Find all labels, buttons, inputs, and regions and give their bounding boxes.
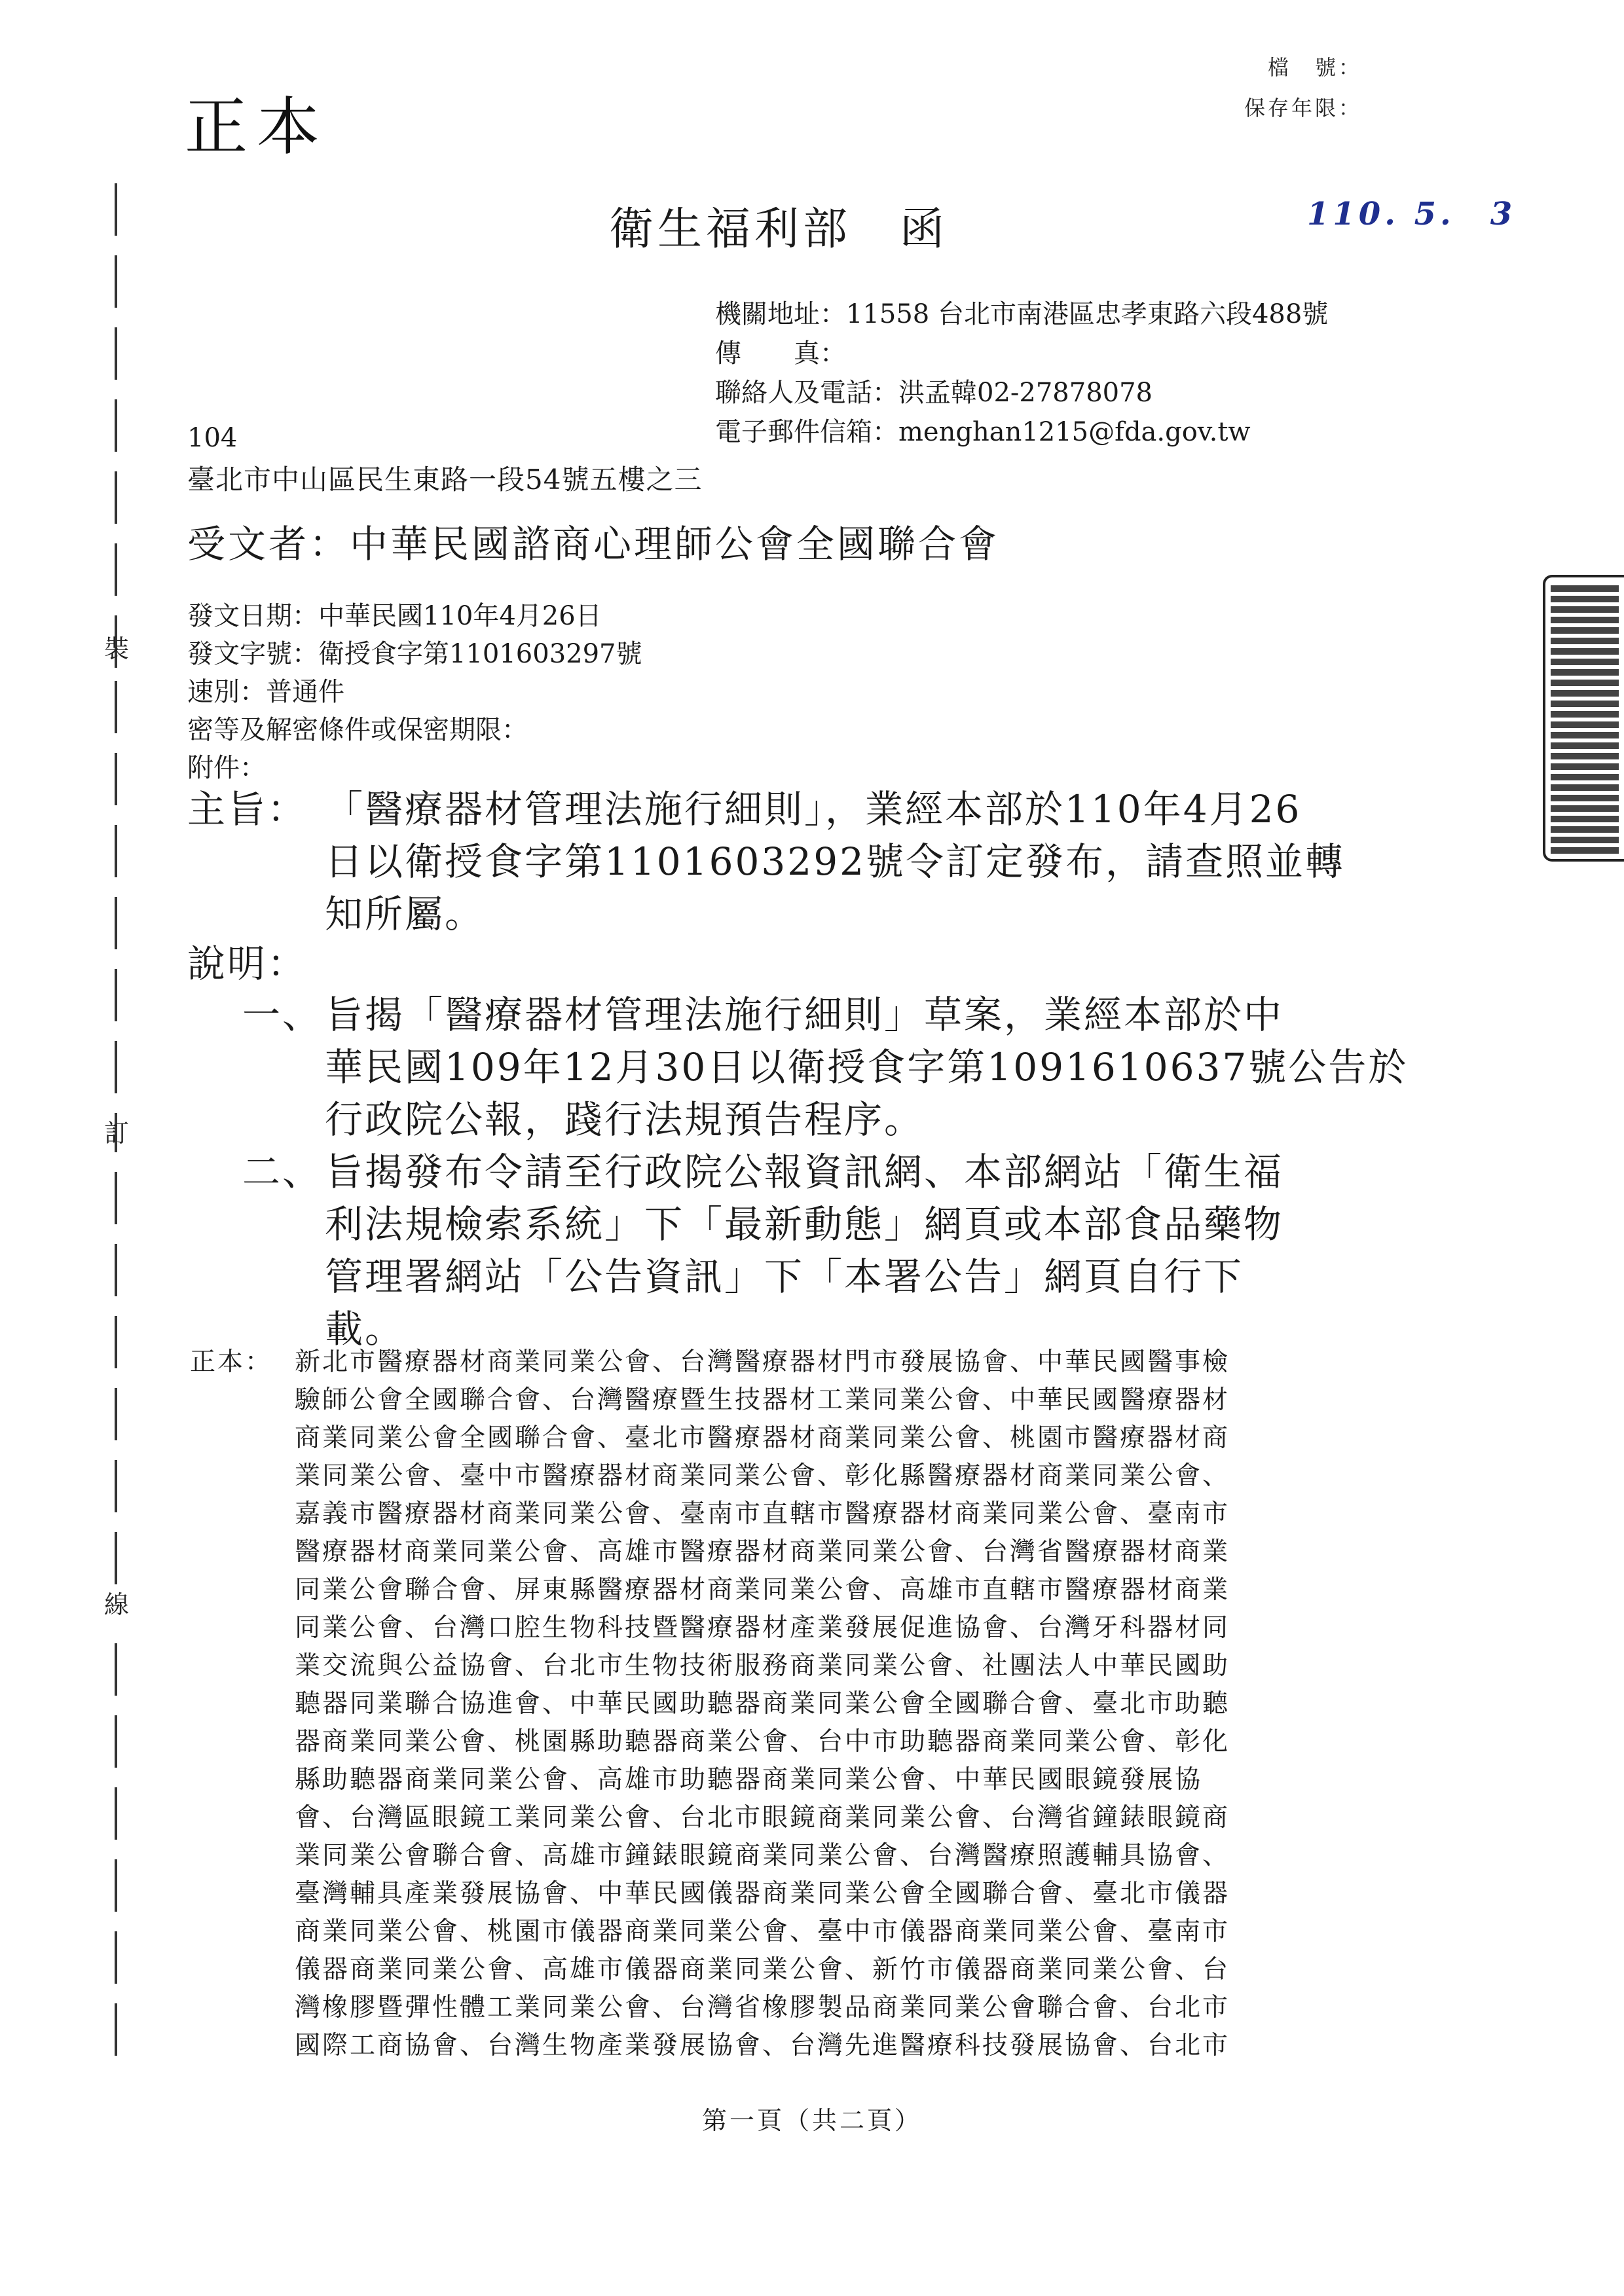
copies-recipient-line: 灣橡膠暨彈性體工業同業公會、台灣省橡膠製品商業同業公會聯合會、台北市 xyxy=(295,1993,1230,2022)
copies-recipient-line: 同業公會、台灣口腔生物科技暨醫療器材產業發展促進協會、台灣牙科器材同 xyxy=(295,1613,1230,1643)
sender-email: 電子郵件信箱：menghan1215@fda.gov.tw xyxy=(715,417,1251,447)
copies-recipient-line: 聽器同業聯合協進會、中華民國助聽器商業同業公會全國聯合會、臺北市助聽 xyxy=(295,1689,1230,1719)
issue-date: 發文日期：中華民國110年4月26日 xyxy=(187,601,602,631)
copies-recipient-line: 嘉義市醫療器材商業同業公會、臺南市直轄市醫療器材商業同業公會、臺南市 xyxy=(295,1499,1230,1529)
subject-line: 「醫療器材管理法施行細則」，業經本部於110年4月26 xyxy=(325,787,1302,831)
explanation-item-line: 華民國109年12月30日以衛授食字第1091610637號公告於 xyxy=(325,1045,1409,1089)
recipient-address: 臺北市中山區民生東路一段54號五樓之三 xyxy=(187,464,703,496)
explanation-item-line: 利法規檢索系統」下「最新動態」網頁或本部食品藥物 xyxy=(325,1202,1284,1247)
copies-recipient-line: 醫療器材商業同業公會、高雄市醫療器材商業同業公會、台灣省醫療器材商業 xyxy=(295,1537,1230,1567)
binding-line xyxy=(103,183,130,2082)
sender-address: 機關地址：11558 台北市南港區忠孝東路六段488號 xyxy=(715,299,1329,329)
sender-contact: 聯絡人及電話：洪孟韓02-27878078 xyxy=(715,378,1153,408)
copies-recipient-line: 業交流與公益協會、台北市生物技術服務商業同業公會、社團法人中華民國助 xyxy=(295,1651,1230,1681)
copies-recipient-line: 縣助聽器商業同業公會、高雄市助聽器商業同業公會、中華民國眼鏡發展協 xyxy=(295,1765,1203,1795)
copies-recipient-line: 商業同業公會、桃園市儀器商業同業公會、臺中市儀器商業同業公會、臺南市 xyxy=(295,1917,1230,1946)
copies-recipient-line: 臺灣輔具產業發展協會、中華民國儀器商業同業公會全國聯合會、臺北市儀器 xyxy=(295,1879,1230,1908)
subject-label: 主旨： xyxy=(187,787,308,831)
copies-recipient-line: 業同業公會聯合會、高雄市鐘錶眼鏡商業同業公會、台灣醫療照護輔具協會、 xyxy=(295,1841,1230,1870)
subject-line: 日以衛授食字第1101603292號令訂定發布，請查照並轉 xyxy=(325,839,1346,884)
explanation-item-marker: 一、 xyxy=(242,993,323,1037)
page-footer: 第一頁（共二頁） xyxy=(701,2106,922,2135)
explanation-item-line: 管理署網站「公告資訊」下「本署公告」網頁自行下 xyxy=(325,1254,1244,1299)
copies-recipient-line: 驗師公會全國聯合會、台灣醫療暨生技器材工業同業公會、中華民國醫療器材 xyxy=(295,1385,1230,1415)
recipient-name: 受文者：中華民國諮商心理師公會全國聯合會 xyxy=(187,522,1000,566)
copies-recipient-line: 器商業同業公會、桃園縣助聽器商業公會、台中市助聽器商業同業公會、彰化 xyxy=(295,1727,1230,1757)
explanation-item-line: 載。 xyxy=(325,1307,405,1351)
copies-recipient-line: 會、台灣區眼鏡工業同業公會、台北市眼鏡商業同業公會、台灣省鐘錶眼鏡商 xyxy=(295,1803,1230,1832)
copies-label: 正本： xyxy=(190,1347,273,1377)
explanation-item-line: 旨揭發布令請至行政院公報資訊網、本部網站「衛生福 xyxy=(325,1150,1284,1194)
explanation-label: 說明： xyxy=(187,941,308,986)
retention-period-label: 保存年限： xyxy=(1244,96,1362,120)
copies-recipient-line: 儀器商業同業公會、高雄市儀器商業同業公會、新竹市儀器商業同業公會、台 xyxy=(295,1955,1230,1984)
partial-seal-image xyxy=(1543,575,1624,862)
attachment-label: 附件： xyxy=(187,753,266,783)
binding-mark-ding: 訂 xyxy=(103,1119,129,1148)
binding-mark-zhuang: 裝 xyxy=(103,634,129,663)
copies-recipient-line: 新北市醫療器材商業同業公會、台灣醫療器材門市發展協會、中華民國醫事檢 xyxy=(295,1347,1230,1377)
copies-recipient-line: 業同業公會、臺中市醫療器材商業同業公會、彰化縣醫療器材商業同業公會、 xyxy=(295,1461,1230,1491)
archive-number-label: 檔 號： xyxy=(1267,55,1362,80)
delivery-speed: 速別：普通件 xyxy=(187,677,344,707)
document-title: 衛生福利部 函 xyxy=(609,204,949,255)
secrecy-level: 密等及解密條件或保密期限： xyxy=(187,715,528,745)
recipient-zip: 104 xyxy=(187,423,238,453)
explanation-item-line: 旨揭「醫療器材管理法施行細則」草案，業經本部於中 xyxy=(325,993,1284,1037)
explanation-item-line: 行政院公報，踐行法規預告程序。 xyxy=(325,1097,925,1142)
copies-recipient-line: 商業同業公會全國聯合會、臺北市醫療器材商業同業公會、桃園市醫療器材商 xyxy=(295,1423,1230,1453)
explanation-item-marker: 二、 xyxy=(242,1150,323,1194)
original-copy-stamp: 正本 xyxy=(185,90,329,164)
copies-recipient-line: 國際工商協會、台灣生物產業發展協會、台灣先進醫療科技發展協會、台北市 xyxy=(295,2031,1230,2060)
received-date-stamp: 110. 5. 3 xyxy=(1307,196,1517,232)
document-number: 發文字號：衛授食字第1101603297號 xyxy=(187,639,642,669)
subject-line: 知所屬。 xyxy=(325,892,485,936)
binding-mark-xian: 線 xyxy=(103,1590,129,1619)
sender-fax: 傳 真： xyxy=(715,338,846,369)
copies-recipient-line: 同業公會聯合會、屏東縣醫療器材商業同業公會、高雄市直轄市醫療器材商業 xyxy=(295,1575,1230,1605)
